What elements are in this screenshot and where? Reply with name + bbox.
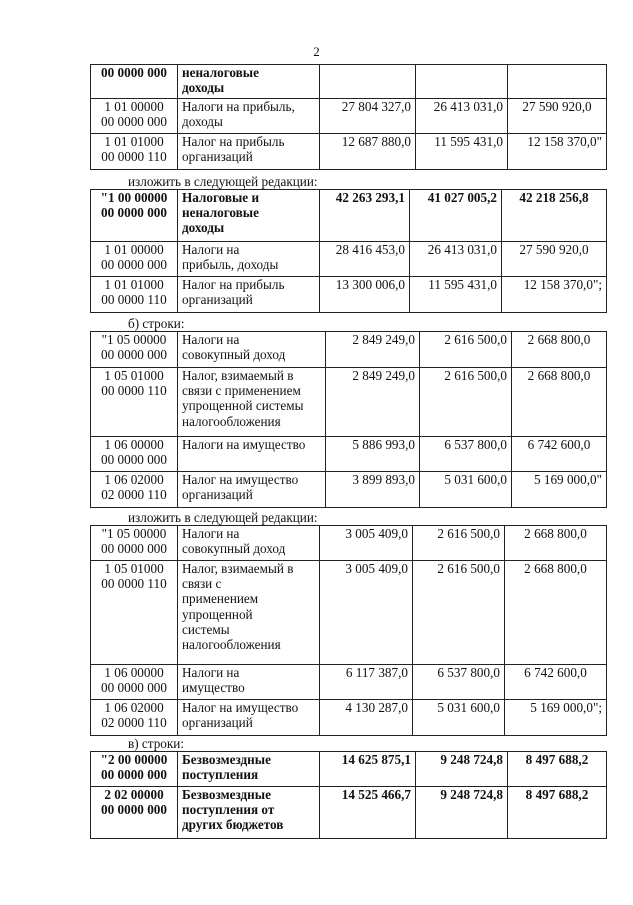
code-cell: 1 06 00000 00 0000 000 [91,437,178,472]
value-cell: 5 031 600,0 [420,472,512,508]
rows-v-note: в) строки: [128,736,185,751]
value-cell: 6 537 800,0 [420,437,512,472]
name-cell: Налоги на совокупный доход [178,526,320,561]
value-cell: 14 525 466,7 [320,787,416,839]
revenue-table-original-2 [90,331,607,508]
code-cell: "2 00 00000 00 0000 000 [91,752,178,787]
code-cell: 1 01 01000 00 0000 110 [91,277,178,313]
table-row [91,437,607,472]
value-cell: 2 668 800,0 [512,368,607,437]
value-cell: 12 687 880,0 [320,134,416,170]
value-cell: 28 416 453,0 [320,242,410,277]
name-cell: Налоги на прибыль, доходы [178,242,320,277]
value-cell: 27 590 920,0 [508,99,607,134]
name-cell: Налоги на совокупный доход [178,332,326,368]
edit-note: изложить в следующей редакции: [128,174,318,189]
value-cell: 2 668 800,0 [505,561,607,665]
revenue-table-revised-2 [90,525,607,736]
value-cell: 4 130 287,0 [320,700,413,736]
value-cell: 6 117 387,0 [320,665,413,700]
table-row [91,368,607,437]
name-cell: Налоговые и неналоговые доходы [178,190,320,242]
value-cell: 26 413 031,0 [410,242,502,277]
table-row [91,787,607,839]
code-cell: 1 06 02000 02 0000 110 [91,700,178,736]
value-cell [320,65,416,99]
value-cell: 2 668 800,0 [512,332,607,368]
value-cell: 2 616 500,0 [420,332,512,368]
value-cell: 2 849 249,0 [326,332,420,368]
code-cell: "1 00 00000 00 0000 000 [91,190,178,242]
value-cell: 2 616 500,0 [420,368,512,437]
name-cell: Налог на прибыль организаций [178,277,320,313]
table-row [91,472,607,508]
name-cell: Налог на имущество организаций [178,700,320,736]
code-cell: 2 02 00000 00 0000 000 [91,787,178,839]
name-cell: Налог на прибыль организаций [178,134,320,170]
value-cell: 5 031 600,0 [413,700,505,736]
value-cell: 27 804 327,0 [320,99,416,134]
code-cell: 1 06 00000 00 0000 000 [91,665,178,700]
code-cell: 1 05 01000 00 0000 110 [91,561,178,665]
value-cell: 3 005 409,0 [320,561,413,665]
value-cell: 8 497 688,2 [508,752,607,787]
value-cell: 12 158 370,0"; [502,277,607,313]
value-cell: 9 248 724,8 [416,752,508,787]
code-cell: 1 01 00000 00 0000 000 [91,99,178,134]
value-cell: 5 169 000,0" [512,472,607,508]
name-cell: Безвозмездные поступления [178,752,320,787]
revenue-table-transfers [90,751,607,839]
table-row [91,134,607,170]
code-cell: 1 05 01000 00 0000 110 [91,368,178,437]
revenue-table-original-1 [90,64,607,170]
value-cell: 3 005 409,0 [320,526,413,561]
value-cell: 12 158 370,0" [508,134,607,170]
name-cell: Налоги на имущество [178,437,326,472]
code-cell: 1 06 02000 02 0000 110 [91,472,178,508]
table-row [91,242,607,277]
value-cell: 42 263 293,1 [320,190,410,242]
name-cell: Налоги на прибыль, доходы [178,99,320,134]
code-cell: 1 01 00000 00 0000 000 [91,242,178,277]
value-cell: 5 886 993,0 [326,437,420,472]
code-cell: "1 05 00000 00 0000 000 [91,526,178,561]
table-row [91,526,607,561]
name-cell: Безвозмездные поступления от других бюджетов [178,787,320,839]
value-cell: 2 668 800,0 [505,526,607,561]
rows-b-note: б) строки: [128,316,185,331]
code-cell: 1 01 01000 00 0000 110 [91,134,178,170]
table-row [91,99,607,134]
value-cell: 42 218 256,8 [502,190,607,242]
value-cell: 5 169 000,0"; [505,700,607,736]
table-row [91,277,607,313]
table-row [91,700,607,736]
value-cell: 11 595 431,0 [416,134,508,170]
value-cell: 2 616 500,0 [413,561,505,665]
value-cell: 8 497 688,2 [508,787,607,839]
code-cell: 00 0000 000 [91,65,178,99]
name-cell: Налог на имущество организаций [178,472,326,508]
table-row [91,561,607,665]
value-cell: 11 595 431,0 [410,277,502,313]
value-cell: 13 300 006,0 [320,277,410,313]
value-cell: 27 590 920,0 [502,242,607,277]
value-cell: 2 616 500,0 [413,526,505,561]
value-cell: 9 248 724,8 [416,787,508,839]
value-cell: 14 625 875,1 [320,752,416,787]
value-cell: 41 027 005,2 [410,190,502,242]
value-cell: 3 899 893,0 [326,472,420,508]
revenue-table-revised-1 [90,189,607,313]
page-number: 2 [313,44,320,59]
table-row [91,665,607,700]
name-cell: неналоговые доходы [178,65,320,99]
value-cell: 26 413 031,0 [416,99,508,134]
code-cell: "1 05 00000 00 0000 000 [91,332,178,368]
table-row [91,332,607,368]
value-cell: 6 742 600,0 [505,665,607,700]
name-cell: Налоги на имущество [178,665,320,700]
table-row [91,752,607,787]
value-cell: 2 849 249,0 [326,368,420,437]
value-cell: 6 537 800,0 [413,665,505,700]
table-row [91,190,607,242]
value-cell [508,65,607,99]
table-row [91,65,607,99]
name-cell: Налог, взимаемый в связи с применением упрощенной системы налогообложения [178,368,326,437]
name-cell: Налог, взимаемый в связи с применением упрощенной системы налогообложения [178,561,320,665]
value-cell: 6 742 600,0 [512,437,607,472]
edit-note: изложить в следующей редакции: [128,510,318,525]
value-cell [416,65,508,99]
